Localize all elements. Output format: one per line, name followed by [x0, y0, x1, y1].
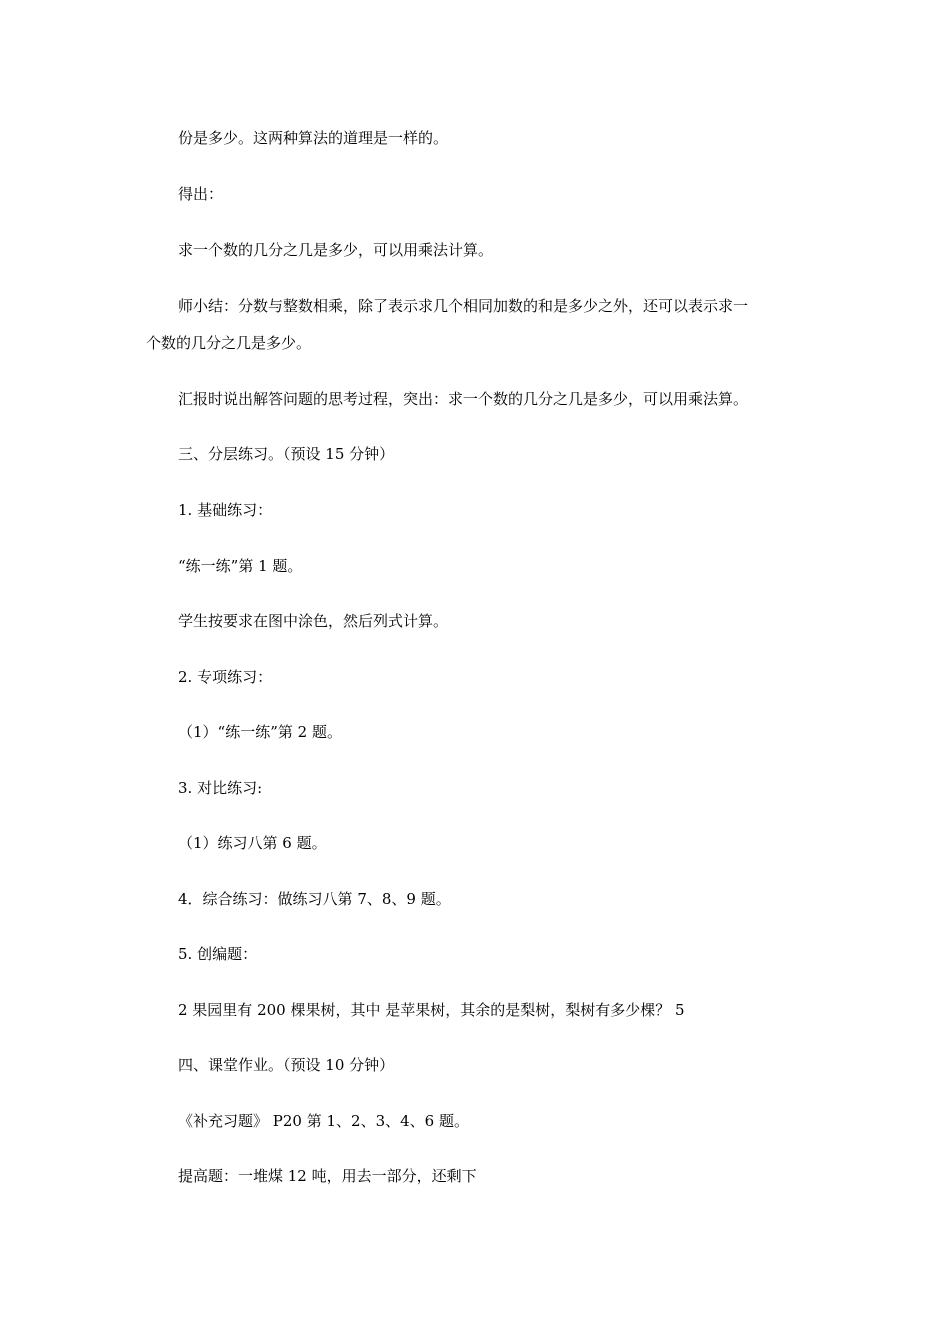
subsection-heading: 5. 创编题：	[178, 945, 258, 963]
paragraph-line: 得出：	[178, 185, 224, 203]
paragraph-line: “练一练”第 1 题。	[178, 557, 303, 575]
paragraph-line: 提高题：一堆煤 12 吨，用去一部分，还剩下	[178, 1167, 477, 1185]
subsection-heading: 2. 专项练习：	[178, 668, 273, 686]
paragraph-line: （1）“练一练”第 2 题。	[178, 723, 342, 741]
subsection-heading: 4．综合练习：做练习八第 7、8、9 题。	[178, 890, 451, 908]
paragraph-line: 求一个数的几分之几是多少，可以用乘法计算。	[178, 241, 494, 259]
paragraph-line: （1）练习八第 6 题。	[178, 834, 327, 852]
paragraph-line: 2 果园里有 200 棵果树，其中 是苹果树，其余的是梨树，梨树有多少棵？ 5	[178, 1001, 685, 1019]
paragraph-line: 《补充习题》 P20 第 1、2、3、4、6 题。	[178, 1112, 469, 1130]
section-heading: 三、分层练习。（预设 15 分钟）	[178, 445, 395, 463]
paragraph-line: 个数的几分之几是多少。	[146, 334, 312, 352]
paragraph-line: 份是多少。这两种算法的道理是一样的。	[178, 129, 449, 147]
section-heading: 四、课堂作业。（预设 10 分钟）	[178, 1056, 395, 1074]
paragraph-line: 师小结：分数与整数相乘，除了表示求几个相同加数的和是多少之外，还可以表示求一	[178, 297, 749, 315]
subsection-heading: 3. 对比练习:	[178, 779, 263, 797]
subsection-heading: 1. 基础练习：	[178, 501, 273, 519]
paragraph-line: 学生按要求在图中涂色，然后列式计算。	[178, 612, 449, 630]
paragraph-line: 汇报时说出解答问题的思考过程，突出：求一个数的几分之几是多少，可以用乘法算。	[178, 390, 749, 408]
